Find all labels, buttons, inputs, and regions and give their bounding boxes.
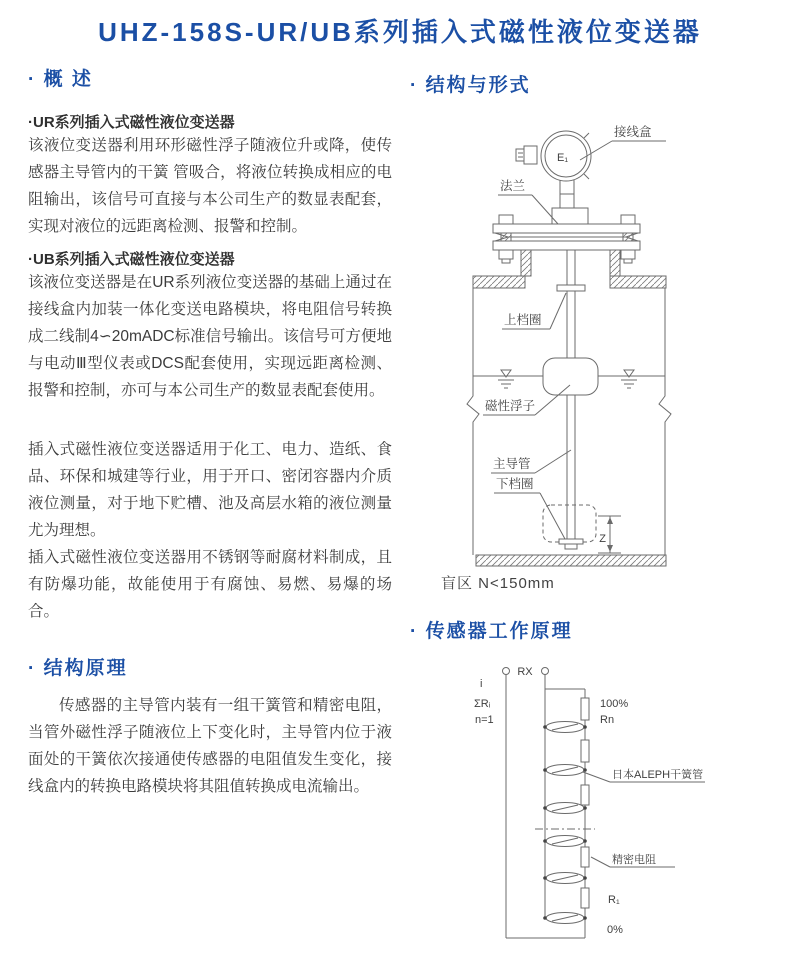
structure-form-header: · 结构与形式 xyxy=(410,75,531,96)
device-structure-diagram xyxy=(408,98,798,572)
pct100-label: 100% xyxy=(600,698,629,710)
z-dimension-label: Z xyxy=(599,533,606,545)
ur-subtitle: ·UR系列插入式磁性液位变送器 xyxy=(28,114,235,131)
blind-zone-drawing xyxy=(543,505,621,553)
left-column xyxy=(28,64,392,800)
float-label: 磁性浮子 xyxy=(485,399,536,413)
material-paragraph: 插入式磁性液位变送器用不锈钢等耐腐材料制成，且有防爆功能，故能使用于有腐蚀、易燃、易爆的场合。 xyxy=(28,549,392,620)
overview-header: · 概 述 xyxy=(28,69,93,90)
r1-label: R₁ xyxy=(608,894,620,906)
sum-lower-label: n=1 xyxy=(475,714,494,726)
upper-ring-label: 上档圈 xyxy=(504,313,542,327)
pct0-label: 0% xyxy=(607,924,623,936)
page-title: UHZ-158S-UR/UB系列插入式磁性液位变送器 xyxy=(98,17,702,47)
float-drawing xyxy=(543,358,598,395)
structure-principle-body: 传感器的主导管内装有一组干簧管和精密电阻，当管外磁性浮子随液位上下变化时，主导管内位于液面处的干簧依次接通使传感器的电阻值发生变化，接线盒内的转换电路模块将其阻值转换成电流输出。 xyxy=(28,697,392,795)
sum-mid-label: ΣRᵢ xyxy=(474,698,491,710)
sum-upper-label: i xyxy=(480,678,483,690)
circuit-reed-switches xyxy=(543,722,587,924)
sensor-circuit-diagram xyxy=(460,655,800,955)
junction-box-drawing xyxy=(516,131,591,224)
blind-zone-caption: 盲区 N<150mm xyxy=(441,575,555,592)
guide-tube-label: 主导管 xyxy=(493,457,531,471)
rn-label: Rn xyxy=(600,714,615,726)
applications-paragraph: 插入式磁性液位变送器适用于化工、电力、造纸、食品、环保和城建等行业，用于开口、密闭容器内介质液位测量，对于地下贮槽、池及高层水箱的液位测量尤为理想。 xyxy=(28,441,392,539)
structure-principle-header: · 结构原理 xyxy=(28,658,128,679)
precision-resistor-label: 精密电阻 xyxy=(612,854,656,866)
junction-box-label: 接线盒 xyxy=(614,125,652,139)
rx-label: RX xyxy=(517,666,533,678)
e1-label: E₁ xyxy=(557,152,569,164)
ub-subtitle: ·UB系列插入式磁性液位变送器 xyxy=(28,251,235,268)
reed-switch-label: 日本ALEPH干簧管 xyxy=(612,769,704,781)
sensor-principle-header: · 传感器工作原理 xyxy=(410,621,573,642)
ub-body: 该液位变送器是在UR系列液位变送器的基础上通过在接线盒内加装一体化变送电路模块，将电阻信号转换成二线制4∽20mADC标准信号输出。该信号可方便地与电动Ⅲ型仪表或DCS配套使用，实现远距离检测、报警和控制，亦可与本公司生产的数显表配套使用。 xyxy=(28,274,392,399)
lower-ring-label: 下档圈 xyxy=(496,477,534,491)
flange-label: 法兰 xyxy=(500,179,526,193)
ur-body: 该液位变送器利用环形磁性浮子随液位升或降，使传感器主导管内的干簧 管吸合，将液位转换成相应的电阻输出，该信号可直接与本公司生产的数显表配套，实现对液位的远距离检测、报警和控制。 xyxy=(28,137,392,235)
